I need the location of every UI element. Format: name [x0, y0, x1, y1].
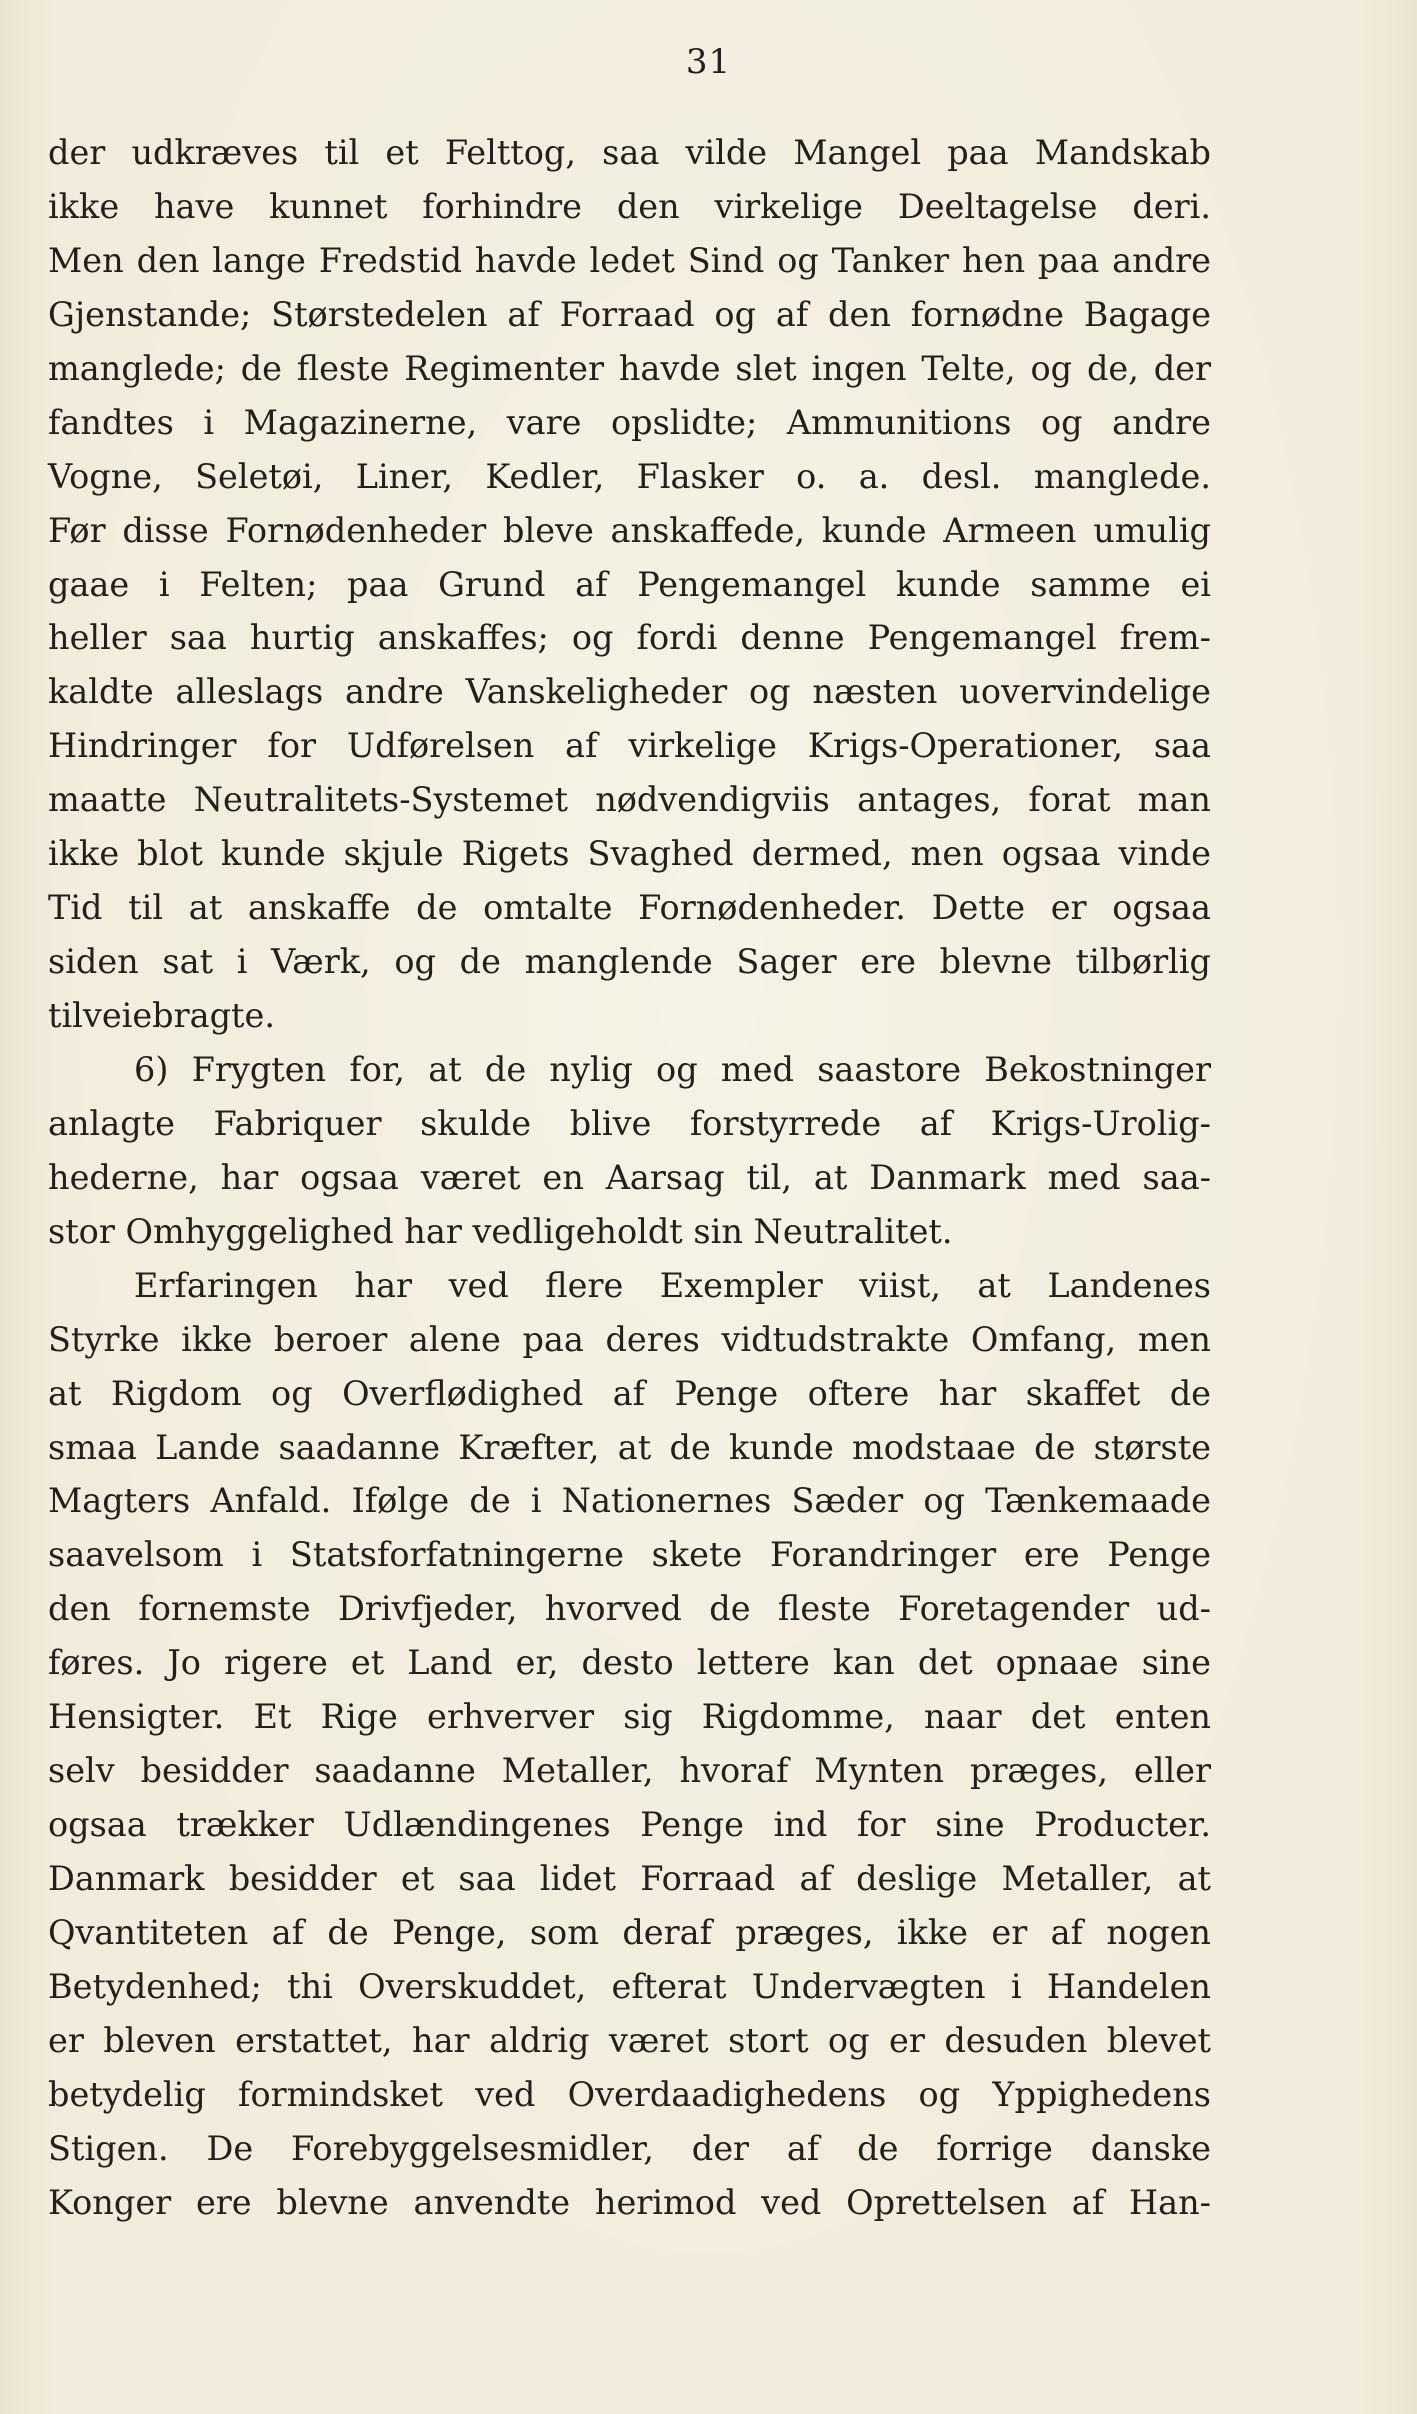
text-line: fandtes i Magazinerne, vare opslidte; Ammunitions og andre [48, 402, 1211, 442]
text-line: Qvantiteten af de Penge, som deraf præges, ikke er af nogen [48, 1912, 1211, 1952]
text-line: føres. Jo rigere et Land er, desto lettere kan det opnaae sine [48, 1643, 1211, 1683]
text-line: anlagte Fabriquer skulde blive forstyrrede af Krigs-Urolig- [48, 1103, 1211, 1143]
text-line: selv besidder saadanne Metaller, hvoraf Mynten præges, eller [48, 1751, 1211, 1791]
text-line: Konger ere blevne anvendte herimod ved Oprettelsen af Han- [48, 2182, 1211, 2222]
text-line: der udkræves til et Felttog, saa vilde Mangel paa Mandskab [48, 133, 1211, 172]
text-line: Vogne, Seletøi, Liner, Kedler, Flasker o. a. desl. manglede. [48, 456, 1211, 496]
body-text [48, 126, 1211, 2230]
text-line: Men den lange Fredstid havde ledet Sind og Tanker hen paa andre [48, 240, 1211, 280]
text-line: Magters Anfald. Ifølge de i Nationernes Sæder og Tænkemaade [48, 1481, 1211, 1521]
text-line: Stigen. De Forebyggelsesmidler, der af de forrige danske [48, 2128, 1211, 2168]
text-line: Hensigter. Et Rige erhverver sig Rigdomme, naar det enten [48, 1697, 1211, 1737]
text-line: tilveiebragte. [48, 996, 275, 1035]
text-line: Styrke ikke beroer alene paa deres vidtudstrakte Omfang, men [48, 1319, 1211, 1359]
page-number: 31 [685, 42, 732, 82]
text-line: hederne, har ogsaa været en Aarsag til, at Danmark med saa- [48, 1157, 1211, 1197]
text-line: heller saa hurtig anskaffes; og fordi denne Pengemangel frem- [48, 618, 1211, 658]
text-line: Gjenstande; Størstedelen af Forraad og af den fornødne Bagage [48, 294, 1211, 334]
text-line: Erfaringen har ved flere Exempler viist, at Landenes [134, 1265, 1211, 1305]
text-line: Danmark besidder et saa lidet Forraad af deslige Metaller, at [48, 1859, 1211, 1898]
text-line: stor Omhyggelighed har vedligeholdt sin Neutralitet. [48, 1211, 953, 1251]
text-line: Før disse Fornødenheder bleve anskaffede, kunde Armeen umulig [48, 510, 1211, 550]
text-line: smaa Lande saadanne Kræfter, at de kunde modstaae de største [48, 1427, 1211, 1467]
text-line: er bleven erstattet, har aldrig været stort og er desuden blevet [48, 2020, 1211, 2060]
text-line: Betydenhed; thi Overskuddet, efterat Undervægten i Handelen [48, 1966, 1211, 2006]
text-line: Tid til at anskaffe de omtalte Fornødenheder. Dette er ogsaa [48, 888, 1211, 928]
text-line: 6) Frygten for, at de nylig og med saastore Bekostninger [134, 1049, 1211, 1089]
text-line: ikke have kunnet forhindre den virkelige Deeltagelse deri. [48, 186, 1211, 226]
text-line: betydelig formindsket ved Overdaadighedens og Yppighedens [48, 2074, 1211, 2114]
text-line: ogsaa trækker Udlændingenes Penge ind for sine Producter. [48, 1805, 1211, 1845]
text-line: Hindringer for Udførelsen af virkelige Krigs-Operationer, saa [48, 726, 1211, 766]
text-line: gaae i Felten; paa Grund af Pengemangel kunde samme ei [48, 564, 1211, 604]
text-line: kaldte alleslags andre Vanskeligheder og næsten uovervindelige [48, 672, 1211, 712]
text-line: siden sat i Værk, og de manglende Sager ere blevne tilbørlig [48, 942, 1211, 982]
text-line: saavelsom i Statsforfatningerne skete Forandringer ere Penge [48, 1535, 1211, 1575]
text-line: manglede; de fleste Regimenter havde slet ingen Telte, og de, der [48, 348, 1211, 388]
text-line: ikke blot kunde skjule Rigets Svaghed dermed, men ogsaa vinde [48, 834, 1211, 874]
text-line: at Rigdom og Overflødighed af Penge oftere har skaffet de [48, 1373, 1211, 1413]
text-line: den fornemste Drivfjeder, hvorved de fleste Foretagender ud- [48, 1589, 1211, 1629]
text-line: maatte Neutralitets-Systemet nødvendigviis antages, forat man [48, 780, 1211, 820]
